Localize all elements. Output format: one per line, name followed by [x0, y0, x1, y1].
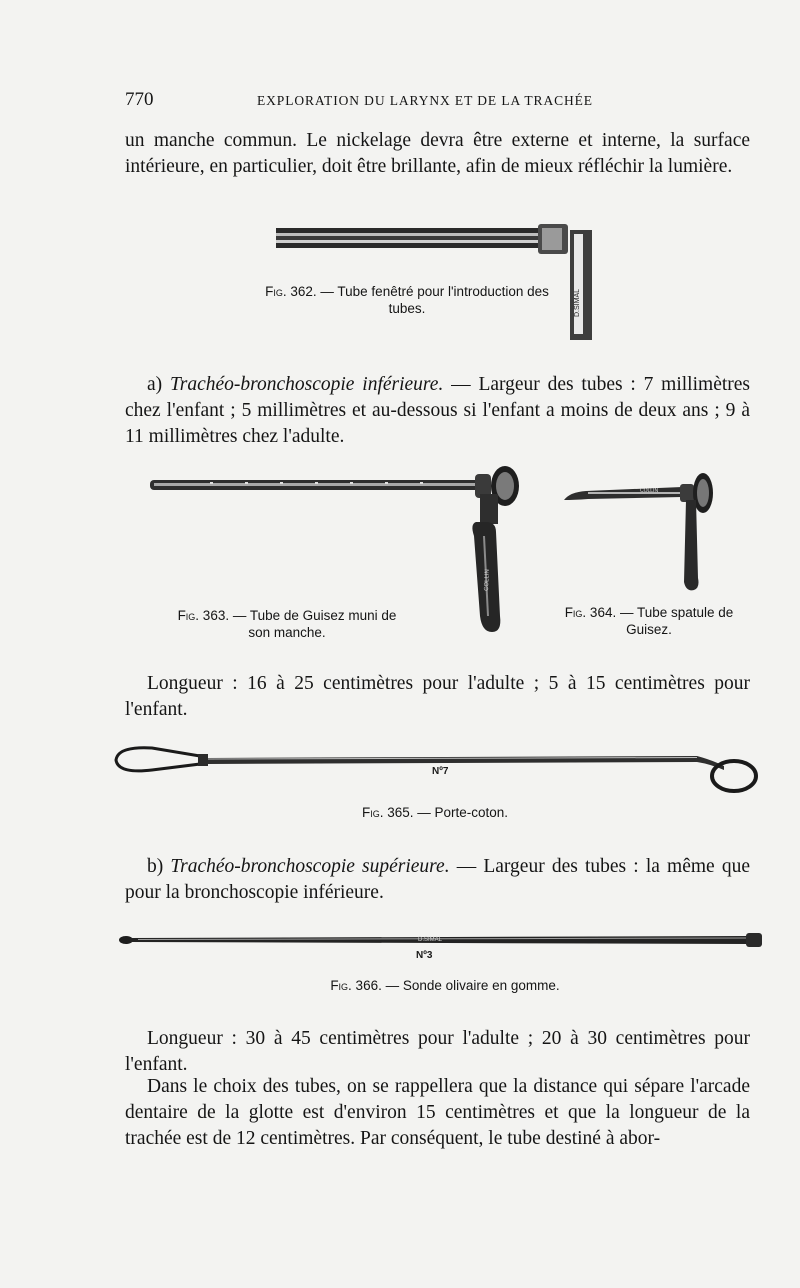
- paragraph-5: Longueur : 30 à 45 centimètres pour l'adulte ; 20 à 30 centimètres pour l'enfant.: [125, 1028, 750, 1075]
- paragraph-3: Longueur : 16 à 25 centimètres pour l'adulte ; 5 à 15 centimètres pour l'enfant.: [125, 673, 750, 720]
- figure-366-caption: [300, 977, 590, 994]
- page-number: 770: [125, 89, 154, 110]
- figure-366-caption-text: — Sonde olivaire en gomme.: [381, 978, 560, 993]
- figure-362-caption: [262, 283, 552, 317]
- figure-366-number-mark: Nº3: [416, 950, 433, 961]
- figure-366-sonde-olivaire: [118, 930, 768, 962]
- paragraph-4: [125, 854, 750, 906]
- figure-365-porte-coton: [112, 736, 762, 800]
- figure-364-label: Fig. 364.: [564, 605, 617, 620]
- paragraph-2: [125, 372, 750, 450]
- figure-362-stamp: D.SIMAL: [574, 288, 581, 317]
- figure-364-stamp: COLLIN: [640, 488, 659, 494]
- paragraph-6: Dans le choix des tubes, on se rappellera que la distance qui sépare l'arcade dentaire de la glotte est d'environ 15 centimètres et que la longueur de la trachée est de 12 centimètres. Par conséquent, le tube destiné à abor-: [125, 1076, 750, 1149]
- figure-364-tube-spatule: [562, 470, 722, 595]
- figure-363-label: Fig. 363.: [177, 608, 230, 623]
- figure-366-stamp: D.SIMAL: [418, 937, 443, 943]
- paragraph-2-label: a): [147, 374, 163, 395]
- paragraph-4-label: b): [147, 856, 164, 877]
- running-title: EXPLORATION DU LARYNX ET DE LA TRACHÉE: [257, 93, 593, 108]
- figure-363-caption-text: — Tube de Guisez muni de son manche.: [229, 608, 397, 640]
- paragraph-1: un manche commun. Le nickelage devra être externe et interne, la surface intérieure, en particulier, doit être brillante, afin de mieux réfléchir la lumière.: [125, 130, 750, 177]
- figure-365-caption: [330, 804, 540, 821]
- figure-366-label: Fig. 366.: [330, 978, 382, 993]
- paragraph-2-title: Trachéo-bronchoscopie inférieure.: [169, 374, 444, 395]
- paragraph-4-title: Trachéo-bronchoscopie supérieure.: [170, 856, 450, 877]
- figure-363-caption: [176, 607, 398, 641]
- figure-362-tube-fenetre: [270, 222, 600, 342]
- figure-364-caption-text: — Tube spatule de Guisez.: [616, 605, 734, 637]
- figure-365-label: Fig. 365.: [361, 805, 414, 820]
- figure-363-stamp: COLLIN: [484, 569, 491, 592]
- figure-362-label: Fig. 362.: [265, 284, 317, 299]
- paragraph-4-text: — Largeur des tubes : la même que pour la bronchoscopie inférieure.: [125, 856, 750, 903]
- figure-364-caption: [553, 604, 745, 638]
- figure-362-caption-text: — Tube fenêtré pour l'introduction des tubes.: [316, 284, 549, 316]
- figure-365-number-mark: Nº7: [432, 766, 449, 777]
- paragraph-2-text: — Largeur des tubes : 7 millimètres chez l'enfant ; 5 millimètres et au-dessous si l'enfant a moins de deux ans ; 9 à 11 millimètres chez l'adulte.: [125, 374, 750, 447]
- figure-365-caption-text: — Porte-coton.: [413, 805, 509, 820]
